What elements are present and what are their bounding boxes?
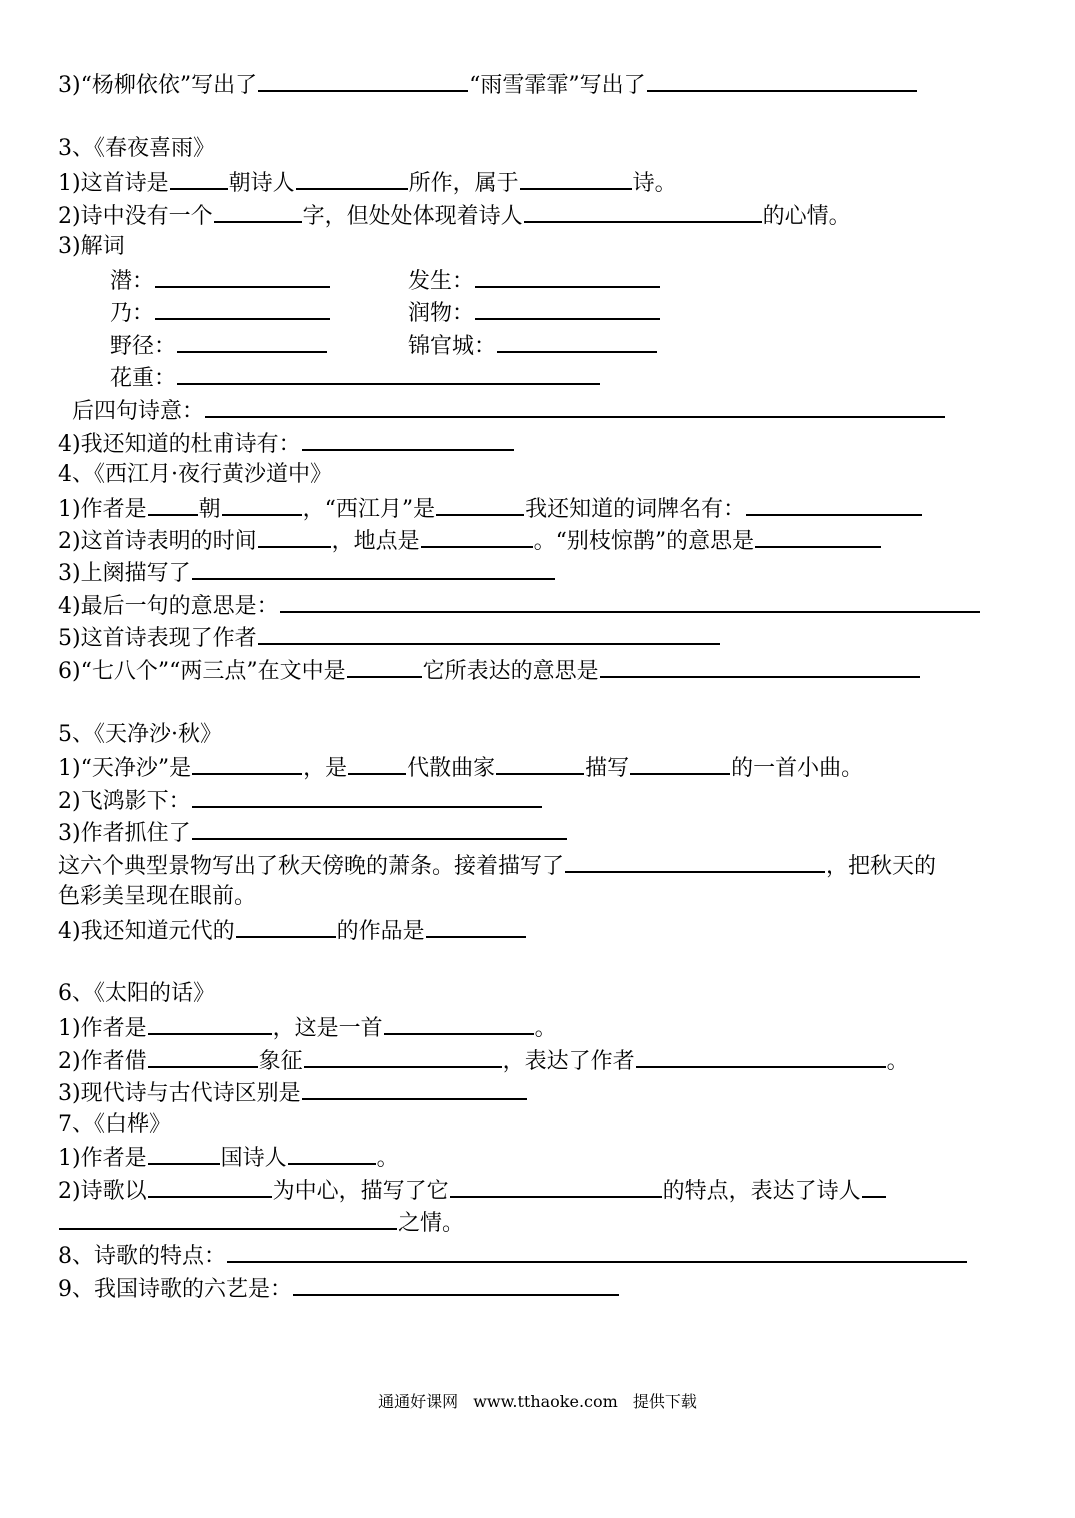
footer <box>0 1390 1075 1414</box>
worksheet-line <box>58 914 527 946</box>
worksheet-line <box>58 589 981 621</box>
worksheet-line <box>58 459 332 491</box>
line-text: 2)作者借 <box>58 1049 147 1074</box>
line-text: 7、《白桦》 <box>58 1112 171 1137</box>
worksheet-line <box>58 1076 528 1108</box>
worksheet-line <box>58 427 515 459</box>
line-text: 6)“七八个”“两三点”在文中是 <box>58 659 346 684</box>
answer-blank[interactable] <box>496 751 584 775</box>
worksheet-line <box>58 1206 464 1238</box>
answer-blank[interactable] <box>421 524 533 548</box>
answer-blank[interactable] <box>520 166 632 190</box>
line-text: 1)这首诗是 <box>58 171 169 196</box>
worksheet-line <box>110 296 331 328</box>
worksheet-line <box>58 621 721 653</box>
answer-blank[interactable] <box>192 784 542 808</box>
answer-blank[interactable] <box>177 329 327 353</box>
answer-blank[interactable] <box>177 361 600 385</box>
worksheet-line <box>58 881 256 913</box>
answer-blank[interactable] <box>436 492 524 516</box>
line-text: 潜： <box>110 269 155 294</box>
answer-blank[interactable] <box>647 68 917 92</box>
worksheet-line <box>58 199 851 231</box>
line-text: 朝诗人 <box>228 171 295 196</box>
answer-blank[interactable] <box>565 849 825 873</box>
line-text: 3、《春夜喜雨》 <box>58 136 215 161</box>
worksheet-line <box>58 1141 399 1173</box>
answer-blank[interactable] <box>205 394 945 418</box>
answer-blank[interactable] <box>227 1239 967 1263</box>
answer-blank[interactable] <box>192 816 567 840</box>
line-text: 我还知道的词牌名有： <box>525 497 746 522</box>
line-text: 的特点，表达了诗人 <box>662 1179 861 1204</box>
worksheet-line <box>58 231 125 263</box>
line-text: 3)作者抓住了 <box>58 821 191 846</box>
line-text: 2)诗歌以 <box>58 1179 147 1204</box>
answer-blank[interactable] <box>258 524 331 548</box>
line-text: 5、《天净沙·秋》 <box>58 722 222 747</box>
line-text: ，是 <box>303 756 348 781</box>
line-text: 3)上阕描写了 <box>58 561 191 586</box>
worksheet-line <box>408 329 658 361</box>
line-text: 之情。 <box>398 1211 465 1236</box>
line-text: 1)作者是 <box>58 1016 147 1041</box>
line-text: ，表达了作者 <box>502 1049 635 1074</box>
worksheet-line <box>58 524 882 556</box>
answer-blank[interactable] <box>384 1011 534 1035</box>
line-text: 象征 <box>258 1049 303 1074</box>
line-text: 花重： <box>110 366 177 391</box>
line-text: ，把秋天的 <box>826 854 937 879</box>
answer-blank[interactable] <box>302 1076 527 1100</box>
line-text: 这六个典型景物写出了秋天傍晚的萧条。接着描写了 <box>58 854 565 879</box>
line-text: 2)飞鸿影下： <box>58 789 191 814</box>
worksheet-line <box>58 978 215 1010</box>
line-text: 1)作者是 <box>58 1146 147 1171</box>
answer-blank[interactable] <box>475 264 660 288</box>
line-text: 的作品是 <box>336 919 425 944</box>
answer-blank[interactable] <box>192 751 302 775</box>
line-text: 。“别枝惊鹊”的意思是 <box>533 529 755 554</box>
answer-blank[interactable] <box>236 914 336 938</box>
worksheet-line <box>58 68 918 100</box>
worksheet-line <box>58 654 921 686</box>
answer-blank[interactable] <box>148 1044 258 1068</box>
line-text: 4)我还知道元代的 <box>58 919 235 944</box>
worksheet-line <box>58 849 936 881</box>
answer-blank[interactable] <box>293 1272 619 1296</box>
line-text: 。 <box>376 1146 399 1171</box>
line-text: ，地点是 <box>331 529 420 554</box>
answer-blank[interactable] <box>148 1141 220 1165</box>
worksheet-line <box>58 816 568 848</box>
worksheet-line <box>72 394 946 426</box>
line-text: 代散曲家 <box>407 756 496 781</box>
line-text: 8、诗歌的特点： <box>58 1244 226 1269</box>
answer-blank[interactable] <box>258 621 720 645</box>
line-text: 3)现代诗与古代诗区别是 <box>58 1081 301 1106</box>
line-text: 乃： <box>110 301 155 326</box>
footer-suffix: 提供下载 <box>632 1392 697 1411</box>
answer-blank[interactable] <box>288 1141 376 1165</box>
worksheet-line <box>58 784 543 816</box>
line-text: 2)这首诗表明的时间 <box>58 529 257 554</box>
answer-blank[interactable] <box>222 492 302 516</box>
line-text: 后四句诗意： <box>72 399 205 424</box>
answer-blank[interactable] <box>148 1011 272 1035</box>
answer-blank[interactable] <box>600 654 920 678</box>
line-text: 的一首小曲。 <box>731 756 864 781</box>
line-text: ，这是一首 <box>272 1016 383 1041</box>
worksheet-line <box>58 133 215 165</box>
answer-blank[interactable] <box>862 1174 886 1198</box>
answer-blank[interactable] <box>296 166 408 190</box>
line-text: 1)作者是 <box>58 497 147 522</box>
answer-blank[interactable] <box>192 556 555 580</box>
worksheet-line <box>110 264 331 296</box>
worksheet-line <box>58 1239 968 1271</box>
worksheet-line <box>58 166 677 198</box>
answer-blank[interactable] <box>155 264 330 288</box>
answer-blank[interactable] <box>148 492 198 516</box>
footer-site-name: 通通好课网 <box>378 1392 459 1411</box>
answer-blank[interactable] <box>630 751 730 775</box>
line-text: 4)我还知道的杜甫诗有： <box>58 432 301 457</box>
answer-blank[interactable] <box>450 1174 662 1198</box>
line-text: 为中心，描写了它 <box>272 1179 449 1204</box>
line-text: 5)这首诗表现了作者 <box>58 626 257 651</box>
line-text: 发生： <box>408 269 475 294</box>
answer-blank[interactable] <box>304 1044 502 1068</box>
answer-blank[interactable] <box>155 296 330 320</box>
worksheet-line <box>58 1174 887 1206</box>
worksheet-line <box>58 1011 557 1043</box>
answer-blank[interactable] <box>59 1206 397 1230</box>
answer-blank[interactable] <box>302 427 514 451</box>
line-text: 6、《太阳的话》 <box>58 981 215 1006</box>
footer-url: www.tthaoke.com <box>473 1392 618 1411</box>
line-text: 1)“天净沙”是 <box>58 756 192 781</box>
line-text: 。 <box>886 1049 909 1074</box>
line-text: 描写 <box>585 756 630 781</box>
line-text: “雨雪霏霏”写出了 <box>469 73 646 98</box>
line-text: 2)诗中没有一个 <box>58 204 213 229</box>
line-text: 它所表达的意思是 <box>422 659 599 684</box>
worksheet-line <box>58 719 222 751</box>
worksheet-line <box>58 751 863 783</box>
line-text: 4)最后一句的意思是： <box>58 594 279 619</box>
worksheet-line <box>408 296 661 328</box>
line-text: 国诗人 <box>220 1146 287 1171</box>
answer-blank[interactable] <box>426 914 526 938</box>
line-text: 野径： <box>110 334 177 359</box>
answer-blank[interactable] <box>475 296 660 320</box>
answer-blank[interactable] <box>755 524 881 548</box>
worksheet-line <box>58 492 923 524</box>
answer-blank[interactable] <box>524 199 762 223</box>
worksheet-line <box>110 329 328 361</box>
line-text: 朝 <box>198 497 221 522</box>
line-text: ，“西江月”是 <box>302 497 436 522</box>
line-text: 3)“杨柳依依”写出了 <box>58 73 258 98</box>
line-text: 润物： <box>408 301 475 326</box>
line-text: 3)解词 <box>58 234 125 259</box>
line-text: 的心情。 <box>762 204 851 229</box>
worksheet-line <box>58 1109 171 1141</box>
worksheet-line <box>58 1044 909 1076</box>
answer-blank[interactable] <box>148 1174 272 1198</box>
line-text: 9、我国诗歌的六艺是： <box>58 1277 292 1302</box>
answer-blank[interactable] <box>746 492 922 516</box>
answer-blank[interactable] <box>497 329 657 353</box>
line-text: 锦官城： <box>408 334 497 359</box>
answer-blank[interactable] <box>636 1044 886 1068</box>
worksheet-line <box>110 361 601 393</box>
line-text: 所作，属于 <box>408 171 519 196</box>
answer-blank[interactable] <box>214 199 302 223</box>
answer-blank[interactable] <box>258 68 468 92</box>
line-text: 4、《西江月·夜行黄沙道中》 <box>58 462 332 487</box>
answer-blank[interactable] <box>347 654 422 678</box>
line-text: 字，但处处体现着诗人 <box>302 204 523 229</box>
line-text: 诗。 <box>632 171 677 196</box>
worksheet-line <box>58 1272 620 1304</box>
line-text: 色彩美呈现在眼前。 <box>58 884 257 909</box>
answer-blank[interactable] <box>280 589 980 613</box>
answer-blank[interactable] <box>170 166 228 190</box>
line-text: 。 <box>534 1016 557 1041</box>
answer-blank[interactable] <box>348 751 406 775</box>
worksheet-line <box>408 264 661 296</box>
worksheet-line <box>58 556 556 588</box>
